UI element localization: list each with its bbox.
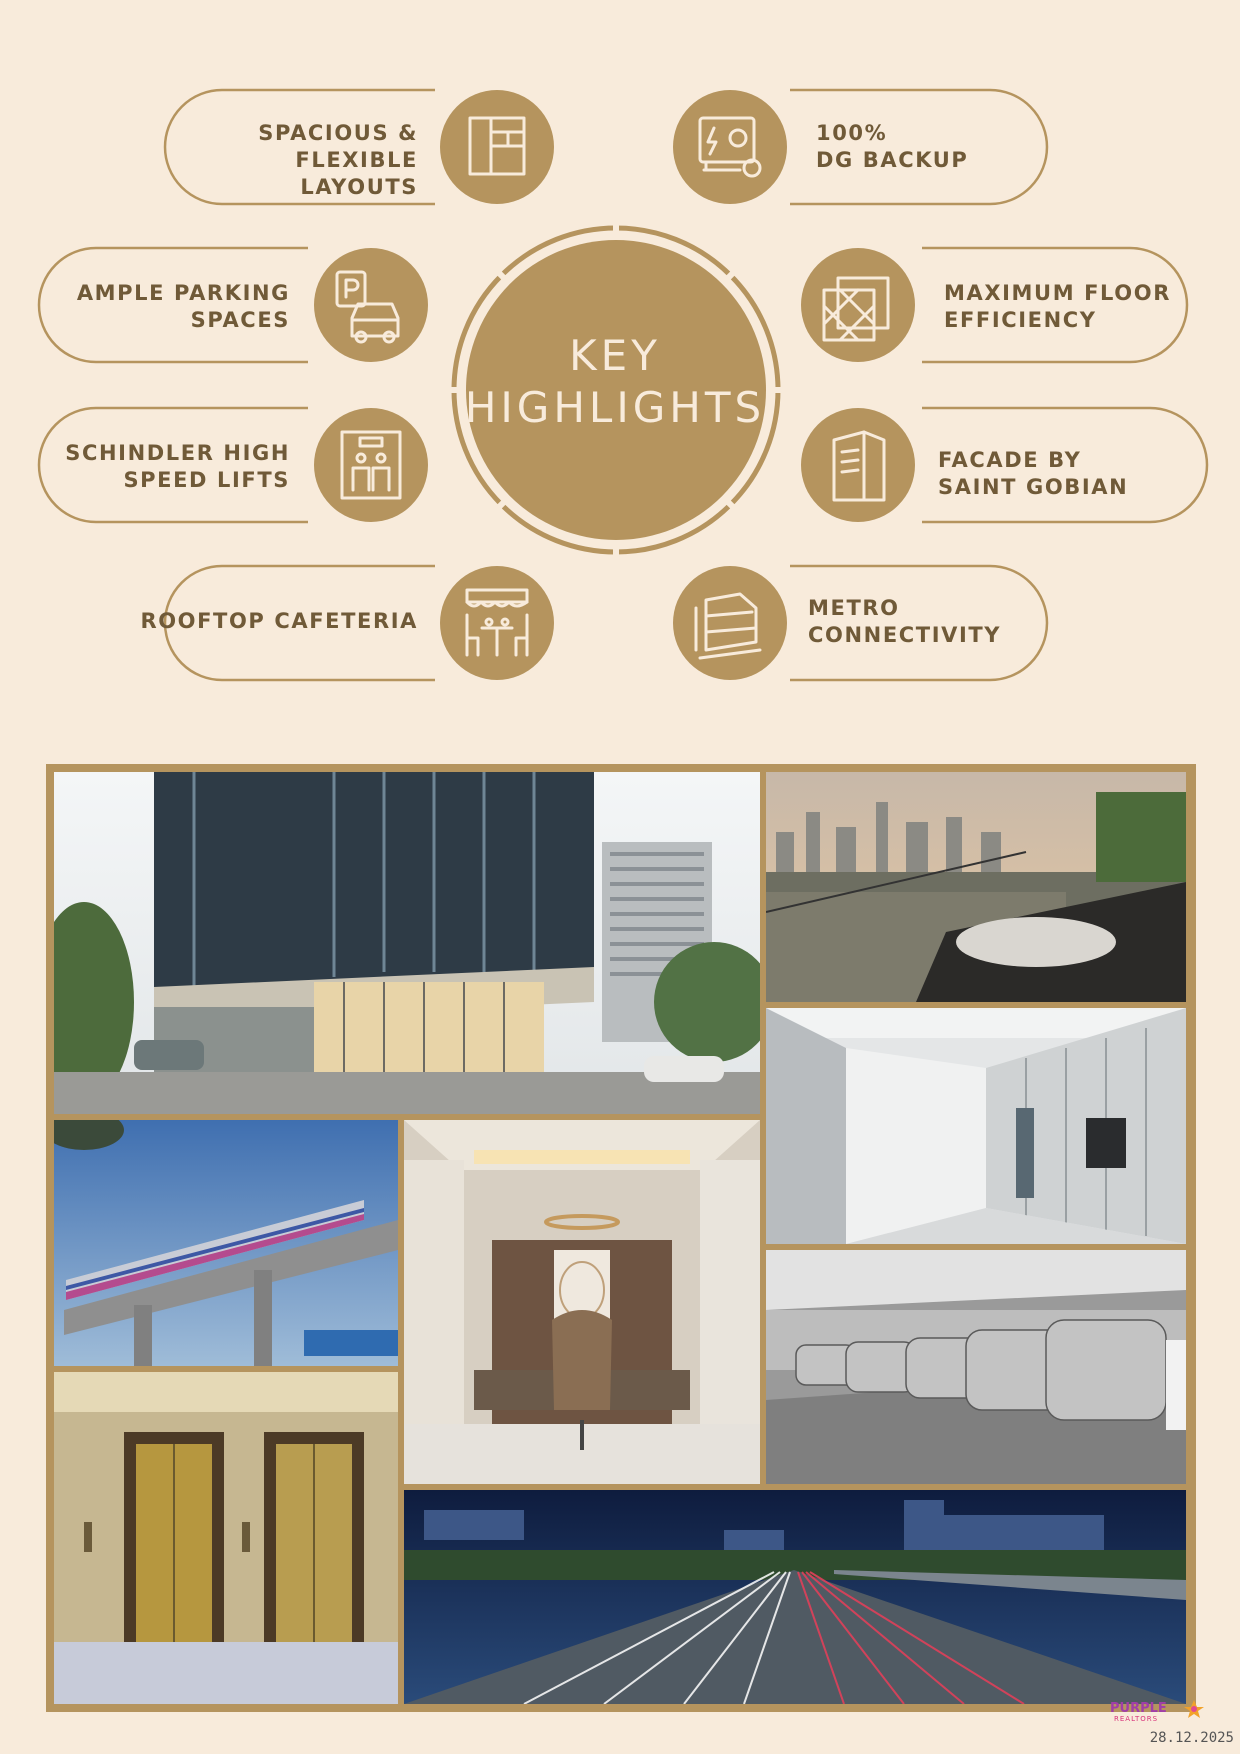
highlight-lifts xyxy=(0,440,290,494)
logo-text: PURPLE xyxy=(1110,1701,1167,1716)
highlight-line: SPACES xyxy=(190,308,290,332)
highlight-line: ROOFTOP CAFETERIA xyxy=(140,609,418,633)
highlight-spacious-layouts xyxy=(128,120,418,201)
highlight-line: MAXIMUM FLOOR xyxy=(944,281,1171,305)
highlight-line: METRO xyxy=(808,596,900,620)
highlight-line: AMPLE PARKING xyxy=(76,281,290,305)
highlight-line: CONNECTIVITY xyxy=(808,623,1002,647)
title-line-1: KEY xyxy=(569,331,661,380)
date-stamp: 28.12.2025 xyxy=(1149,1730,1234,1746)
metro-train-photo xyxy=(54,1120,398,1366)
highlight-line: SPACIOUS & FLEXIBLE xyxy=(258,121,418,172)
highlight-metro xyxy=(808,595,1098,649)
dg-electrical-room-photo xyxy=(766,1008,1186,1244)
highlight-line: LAYOUTS xyxy=(300,175,418,199)
rooftop-cafe-photo xyxy=(766,772,1186,1002)
purple-realtors-logo xyxy=(1110,1698,1210,1724)
star-icon xyxy=(1184,1700,1204,1718)
logo-subtext: REALTORS xyxy=(1114,1715,1159,1723)
highlight-line: EFFICIENCY xyxy=(944,308,1097,332)
logo-mark xyxy=(1110,1698,1210,1724)
highlight-line: SCHINDLER HIGH xyxy=(65,441,290,465)
highlight-cafeteria xyxy=(128,608,418,635)
building-exterior-photo xyxy=(54,772,760,1114)
highlight-line: 100% xyxy=(816,121,888,145)
highlight-facade xyxy=(938,447,1228,501)
highlight-floor-efficiency xyxy=(944,280,1234,334)
parking-garage-photo xyxy=(766,1250,1186,1484)
elevator-lobby-photo xyxy=(54,1372,398,1704)
office-interior-photo xyxy=(404,1120,760,1484)
key-highlights-title xyxy=(460,330,770,434)
photo-collage xyxy=(46,764,1196,1712)
title-line-2: HIGHLIGHTS xyxy=(464,383,766,432)
highlight-dg-backup xyxy=(816,120,1106,174)
highlight-line: DG BACKUP xyxy=(816,148,969,172)
highlight-line: SPEED LIFTS xyxy=(123,468,290,492)
highlight-parking xyxy=(0,280,290,334)
highlight-line: FACADE BY xyxy=(938,448,1082,472)
highlight-line: SAINT GOBIAN xyxy=(938,475,1129,499)
highway-night-photo xyxy=(404,1490,1186,1704)
